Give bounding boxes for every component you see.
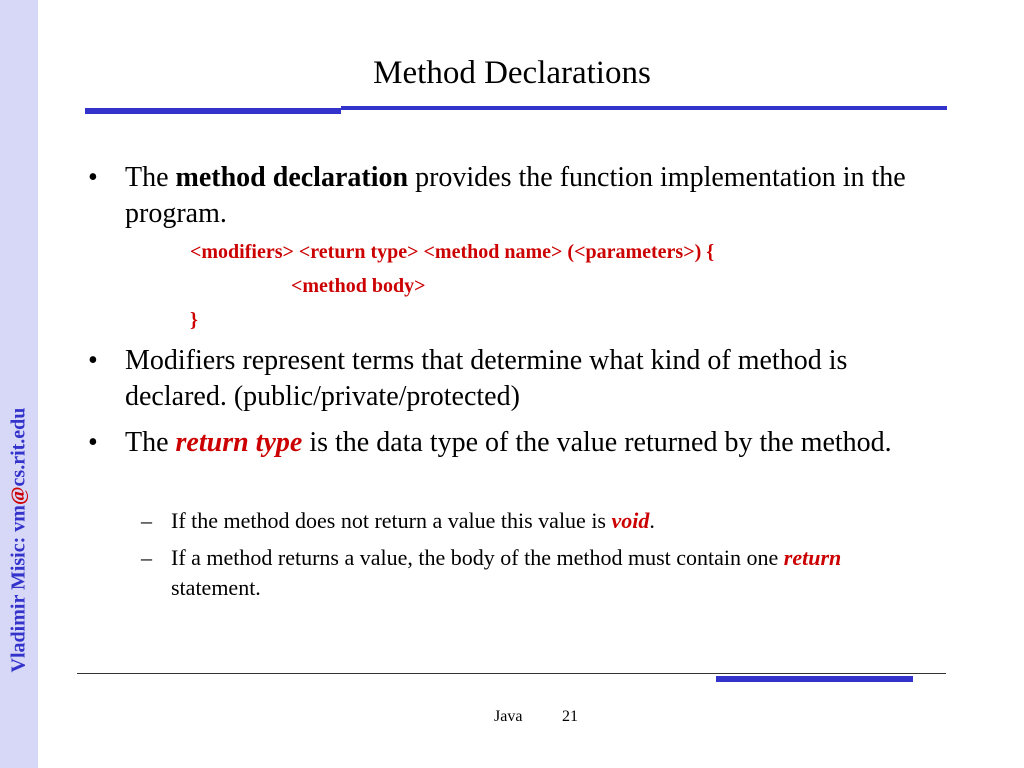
title-underline-thin [341,106,947,110]
bullet-item-return-type [125,425,925,461]
subbullet-text: . [649,508,655,533]
footer-course-label: Java [494,708,523,725]
bullet-text: The [125,162,176,193]
footer-accent-bar [716,676,913,682]
code-signature-line: <modifiers> <return type> <method name> (<parameters>) { [190,241,715,263]
bullet-text: The [125,427,176,458]
subbullet-text: If the method does not return a value this value is [171,508,612,533]
author-domain: cs.rit.edu [7,407,30,487]
code-closing-brace: } [190,309,198,331]
footer-page-number: 21 [562,708,578,725]
bullet-text: is the data type of the value returned by the method. [302,427,892,458]
author-at-sign: @ [7,486,30,506]
bullet-keyword-return-type: return type [175,427,303,458]
bullet-marker: • [88,162,98,193]
title-underline-thick [85,108,341,114]
subbullet-marker: – [141,545,152,570]
subbullet-marker: – [141,508,152,533]
subbullet-text: statement. [171,575,261,600]
subbullet-text: If a method returns a value, the body of the method must contain one [171,545,784,570]
subbullet-keyword-return: return [783,545,842,570]
author-credit [8,408,31,673]
bullet-marker: • [88,427,98,458]
code-body-line: <method body> [291,275,426,297]
slide-title: Method Declarations [373,55,651,91]
author-name: Vladimir Misic: vm [7,505,30,673]
sidebar [0,0,38,768]
subbullet-keyword-void: void [611,508,650,533]
bullet-text: provides the function implementation in the program. [125,162,906,229]
bullet-item-method-declaration [125,160,925,232]
subbullet-item-return [171,543,931,603]
bullet-item-modifiers: Modifiers represent terms that determine what kind of method is declared. (public/private/protected) [125,345,848,412]
subbullet-item-void [171,506,931,536]
bullet-marker: • [88,345,98,376]
footer-divider [77,673,946,674]
bullet-strong-term: method declaration [175,162,409,193]
